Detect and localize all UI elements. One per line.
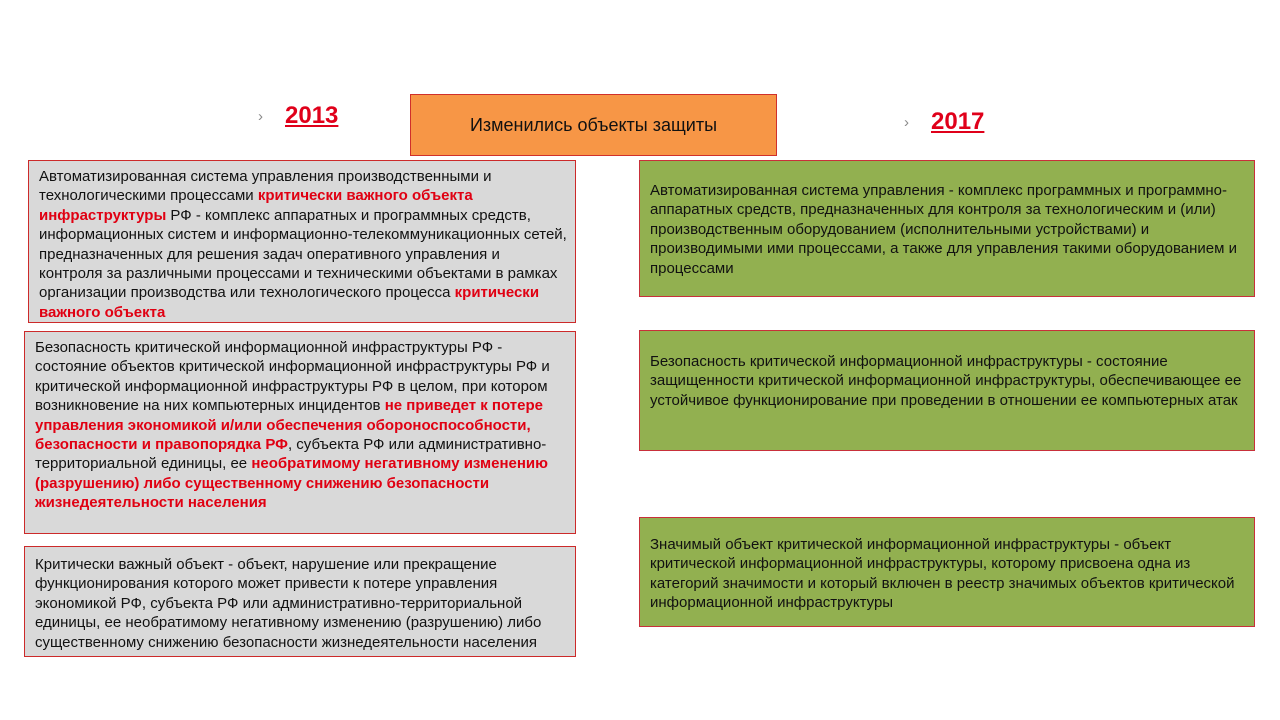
text-part: Автоматизированная система управления производственными и технологическими процессами	[39, 168, 492, 205]
highlighted-text: критически важного объекта инфраструктуры	[39, 187, 473, 224]
highlighted-text: критически важного объекта	[39, 284, 540, 321]
definition-box-asu-2017	[639, 160, 1255, 297]
definition-box-asu-2013	[28, 160, 576, 323]
year-2017-heading	[904, 107, 984, 137]
year-2013-heading	[258, 101, 338, 131]
definition-box-security-2017	[639, 330, 1255, 451]
definition-text	[39, 167, 567, 322]
definition-text: Автоматизированная система управления - комплекс программных и программно-аппаратных средств, предназначенных для контроля за технологическим и (или) производственным оборудованием (исполнительными устройствами) и производимыми ими процессами, а также для управления такими оборудованием и процессами	[650, 182, 1237, 277]
center-title-text: Изменились объекты защиты	[469, 114, 718, 135]
highlighted-text: не приведет к потере управления экономикой и/или обеспечения обороноспособности, безопасности и правопорядка РФ	[35, 397, 543, 454]
bullet-arrow-icon: ›	[258, 107, 263, 125]
text-part: Безопасность критической информационной инфраструктуры РФ - состояние объектов критической информационной инфраструктуры РФ и критической информационной инфраструктуры РФ в целом, при котором возникновение на них компьютерных инцидентов	[35, 339, 550, 415]
definition-text: Значимый объект критической информационной инфраструктуры - объект критической информационной инфраструктуры, которому присвоена одна из категорий значимости и который включен в реестр значимых объектов критической информационной инфраструктуры	[650, 536, 1235, 612]
definition-text: Критически важный объект - объект, нарушение или прекращение функционирования которого может привести к потере управления экономикой РФ, субъекта РФ или административно-территориальной единицы, ее необратимому негативному изменению (разрушению) либо существенному снижению безопасности жизнедеятельности населения	[35, 556, 542, 651]
center-title-box	[410, 94, 777, 156]
definition-box-security-2013	[24, 331, 576, 534]
definition-text: Безопасность критической информационной инфраструктуры - состояние защищенности критической информационной инфраструктуры, обеспечивающее ее устойчивое функционирование при проведении в отношении ее компьютерных атак	[650, 353, 1242, 409]
year-2013-label: 2013	[285, 102, 339, 129]
text-part: РФ - комплекс аппаратных и программных средств, информационных систем и информационно-телекоммуникационных сетей, предназначенных для решения задач оперативного управления и контроля за различными процессами и техническими объектами в рамках организации производства или технологического процесса	[39, 206, 567, 302]
definition-box-critical-object-2013	[24, 546, 576, 657]
bullet-arrow-icon: ›	[904, 113, 909, 131]
highlighted-text: необратимому негативному изменению (разрушению) либо существенному снижению безопасности жизнедеятельности населения	[35, 455, 548, 512]
text-part: , субъекта РФ или административно-территориальной единицы, ее	[35, 436, 547, 473]
definition-text	[35, 338, 567, 513]
definition-box-significant-object-2017	[639, 517, 1255, 627]
year-2017-label: 2017	[931, 108, 985, 135]
